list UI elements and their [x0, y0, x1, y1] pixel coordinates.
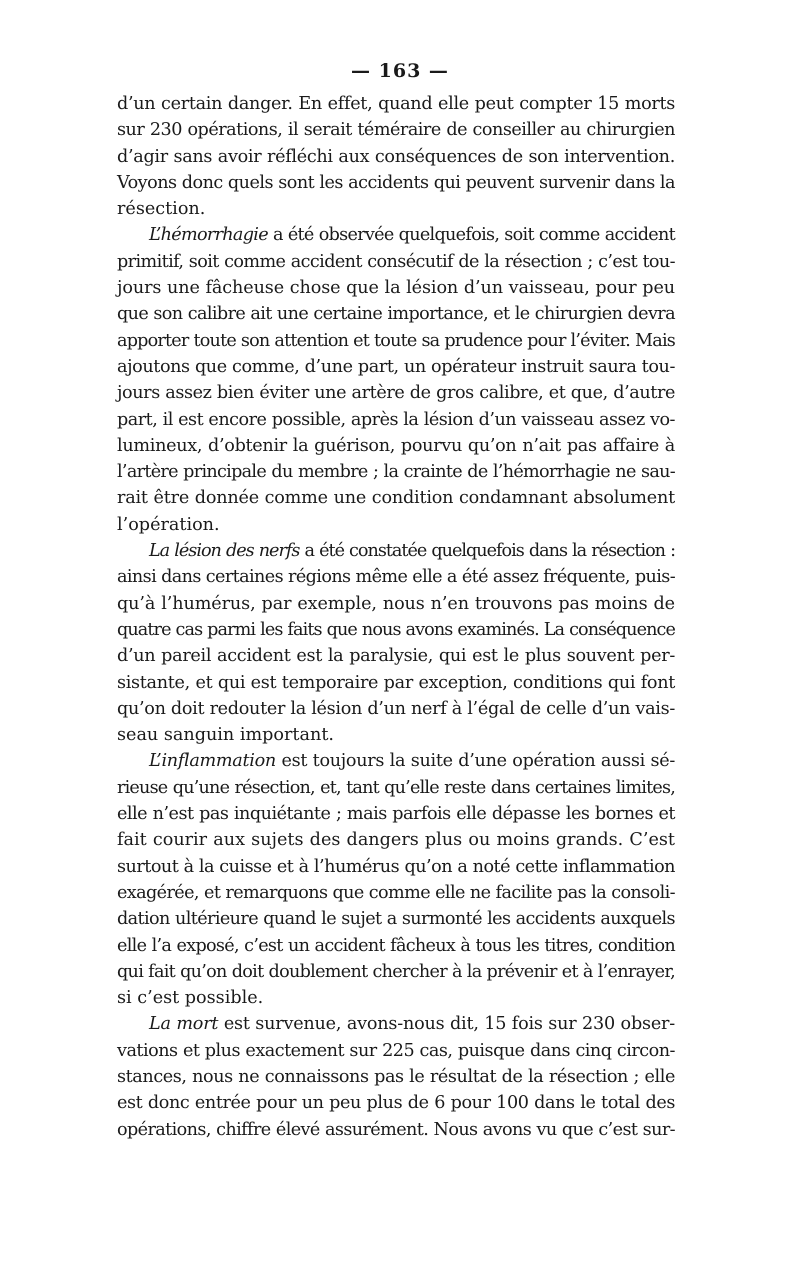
text-line: [117, 1011, 675, 1037]
text-line: [117, 748, 675, 774]
paragraph-continuation: [117, 91, 675, 222]
text-fragment: a été observée quelquefois, soit comme accident: [267, 225, 675, 246]
text-line: dation ultérieure quand le sujet a surmonté les accidents auxquels: [117, 909, 675, 930]
text-line: apporter toute son attention et toute sa prudence pour l’éviter. Mais: [117, 330, 675, 351]
text-line: vations et plus exactement sur 225 cas, puisque dans cinq circon-: [117, 1040, 675, 1061]
text-fragment: est toujours la suite d’une opération aussi sé-: [275, 751, 675, 772]
text-line: surtout à la cuisse et à l’humérus qu’on a noté cette inflammation: [117, 856, 675, 877]
text-fragment: a été constatée quelquefois dans la résection :: [299, 541, 675, 562]
text-line: ajoutons que comme, d’une part, un opérateur instruit saura tou-: [117, 356, 675, 377]
text-line: sur 230 opérations, il serait téméraire de conseiller au chirurgien: [117, 120, 675, 141]
text-line: est donc entrée pour un peu plus de 6 pour 100 dans le total des: [117, 1093, 675, 1114]
text-line: rait être donnée comme une condition condamnant absolument: [117, 488, 675, 509]
text-line: l’opération.: [117, 514, 220, 535]
text-line: quatre cas parmi les faits que nous avons examinés. La conséquence: [117, 619, 675, 640]
text-line: seau sanguin important.: [117, 725, 334, 746]
text-line: [117, 222, 675, 248]
text-fragment: est survenue, avons-nous dit, 15 fois sur 230 obser-: [218, 1014, 676, 1035]
text-line: jours une fâcheuse chose que la lésion d’un vaisseau, pour peu: [117, 278, 675, 299]
text-line: jours assez bien éviter une artère de gros calibre, et que, d’autre: [117, 383, 675, 404]
paragraph-inflammation: [117, 748, 675, 1011]
section-lead: La mort: [149, 1014, 219, 1035]
text-line: primitif, soit comme accident consécutif de la résection ; c’est tou-: [117, 251, 675, 272]
text-line: résection.: [117, 199, 206, 220]
text-line: rieuse qu’une résection, et, tant qu’elle reste dans certaines limites,: [117, 777, 675, 798]
text-line: elle n’est pas inquiétante ; mais parfois elle dépasse les bornes et: [117, 804, 675, 825]
text-line: ainsi dans certaines régions même elle a été assez fréquente, puis-: [117, 567, 676, 588]
text-line: que son calibre ait une certaine importance, et le chirurgien devra: [117, 304, 675, 325]
paragraph-mort: [117, 1011, 675, 1142]
text-line: elle l’a exposé, c’est un accident fâcheux à tous les titres, condition: [117, 935, 675, 956]
section-lead: L’inflammation: [149, 751, 276, 772]
text-line: opérations, chiffre élevé assurément. Nous avons vu que c’est sur-: [117, 1119, 675, 1140]
text-line: d’un pareil accident est la paralysie, qui est le plus souvent per-: [117, 646, 675, 667]
text-line: Voyons donc quels sont les accidents qui peuvent survenir dans la: [117, 172, 675, 193]
text-line: qu’on doit redouter la lésion d’un nerf à l’égal de celle d’un vais-: [117, 698, 675, 719]
text-line: si c’est possible.: [117, 988, 264, 1009]
text-line: [117, 538, 675, 564]
text-line: stances, nous ne connaissons pas le résultat de la résection ; elle: [117, 1066, 675, 1087]
text-line: l’artère principale du membre ; la crainte de l’hémorrhagie ne sau-: [117, 462, 675, 483]
text-line: part, il est encore possible, après la lésion d’un vaisseau assez vo-: [117, 409, 675, 430]
text-line: d’un certain danger. En effet, quand elle peut compter 15 morts: [117, 94, 675, 114]
section-lead: L’hémorrhagie: [149, 225, 268, 246]
text-line: fait courir aux sujets des dangers plus ou moins grands. C’est: [117, 830, 675, 851]
paragraph-lesion-nerfs: [117, 538, 675, 748]
paragraph-hemorrhagie: [117, 222, 675, 538]
text-line: exagérée, et remarquons que comme elle ne facilite pas la consoli-: [117, 882, 675, 903]
page-body: [117, 91, 675, 1143]
text-line: qui fait qu’on doit doublement chercher à la prévenir et à l’enrayer,: [117, 961, 675, 982]
text-line: qu’à l’humérus, par exemple, nous n’en trouvons pas moins de: [117, 593, 675, 614]
section-lead: La lésion des nerfs: [149, 541, 300, 562]
text-line: lumineux, d’obtenir la guérison, pourvu qu’on n’ait pas affaire à: [117, 435, 675, 456]
page-number: — 163 —: [351, 60, 449, 82]
text-line: d’agir sans avoir réfléchi aux conséquences de son intervention.: [117, 146, 675, 167]
text-line: sistante, et qui est temporaire par exception, conditions qui font: [117, 672, 675, 693]
